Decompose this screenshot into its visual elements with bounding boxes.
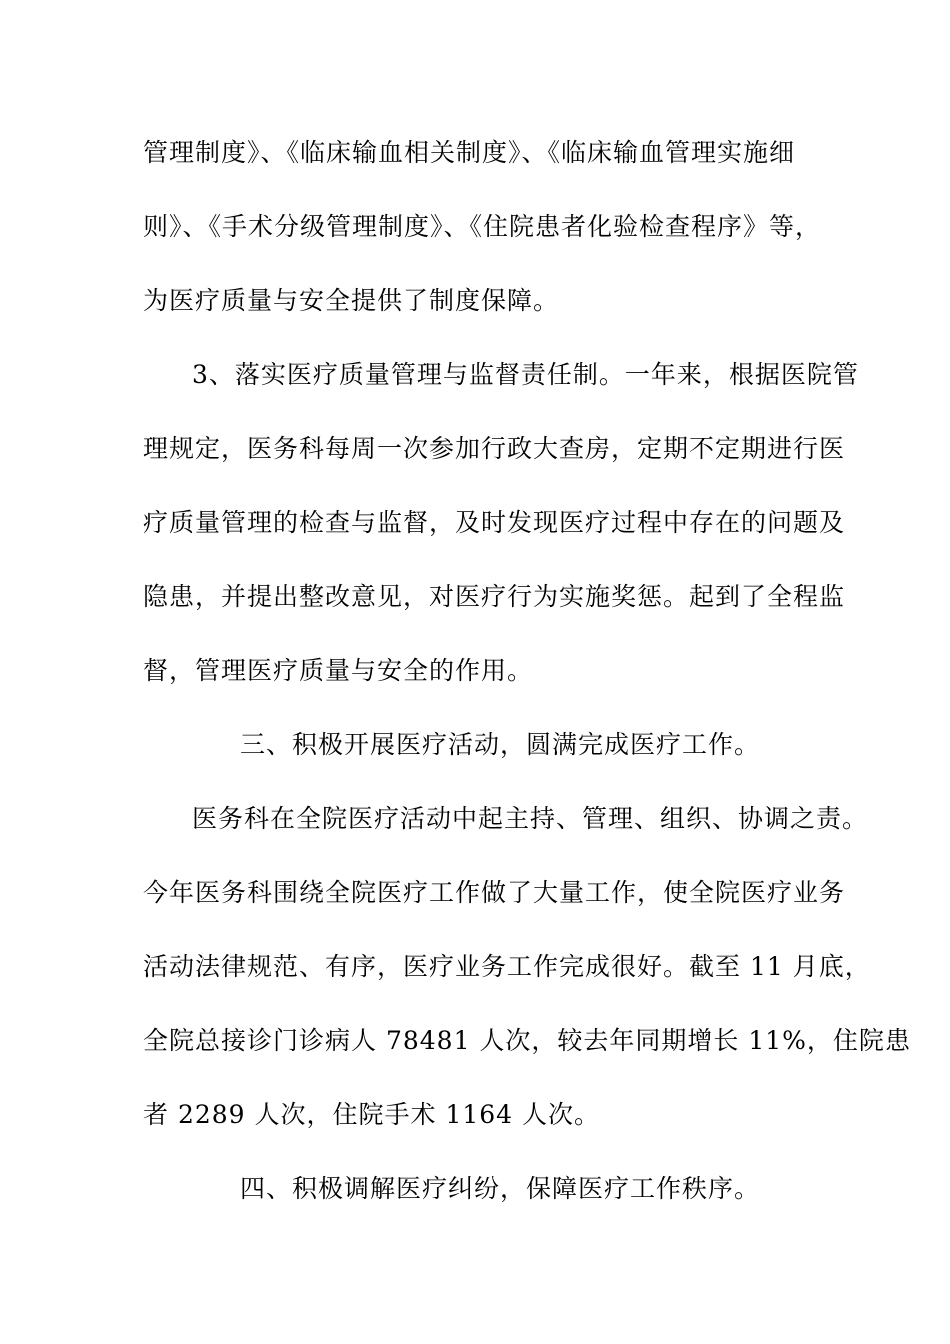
text-line: 者 2289 人次，住院手术 1164 人次。	[143, 1100, 601, 1129]
text-line: 理规定，医务科每周一次参加行政大查房，定期不定期进行医	[143, 434, 846, 463]
text-line: 疗质量管理的检查与监督，及时发现医疗过程中存在的问题及	[143, 508, 846, 537]
text-line: 为医疗质量与安全提供了制度保障。	[143, 286, 560, 315]
paragraph-start-line: 医务科在全院医疗活动中起主持、管理、组织、协调之责。	[192, 804, 869, 833]
text-line: 管理制度》、《临床输血相关制度》、《临床输血管理实施细	[143, 138, 796, 167]
paragraph-start-line: 3、落实医疗质量管理与监督责任制。一年来，根据医院管	[192, 360, 859, 389]
text-line: 则》、《手术分级管理制度》、《住院患者化验检查程序》等，	[143, 212, 822, 241]
section-heading: 三、积极开展医疗活动，圆满完成医疗工作。	[240, 730, 761, 759]
text-line: 督，管理医疗质量与安全的作用。	[143, 656, 534, 685]
section-heading: 四、积极调解医疗纠纷，保障医疗工作秩序。	[240, 1174, 761, 1203]
text-line: 全院总接诊门诊病人 78481 人次，较去年同期增长 11%，住院患	[143, 1026, 911, 1055]
text-line: 隐患，并提出整改意见，对医疗行为实施奖惩。起到了全程监	[143, 582, 846, 611]
text-line: 今年医务科围绕全院医疗工作做了大量工作，使全院医疗业务	[143, 878, 846, 907]
text-line: 活动法律规范、有序，医疗业务工作完成很好。截至 11 月底，	[143, 952, 871, 981]
